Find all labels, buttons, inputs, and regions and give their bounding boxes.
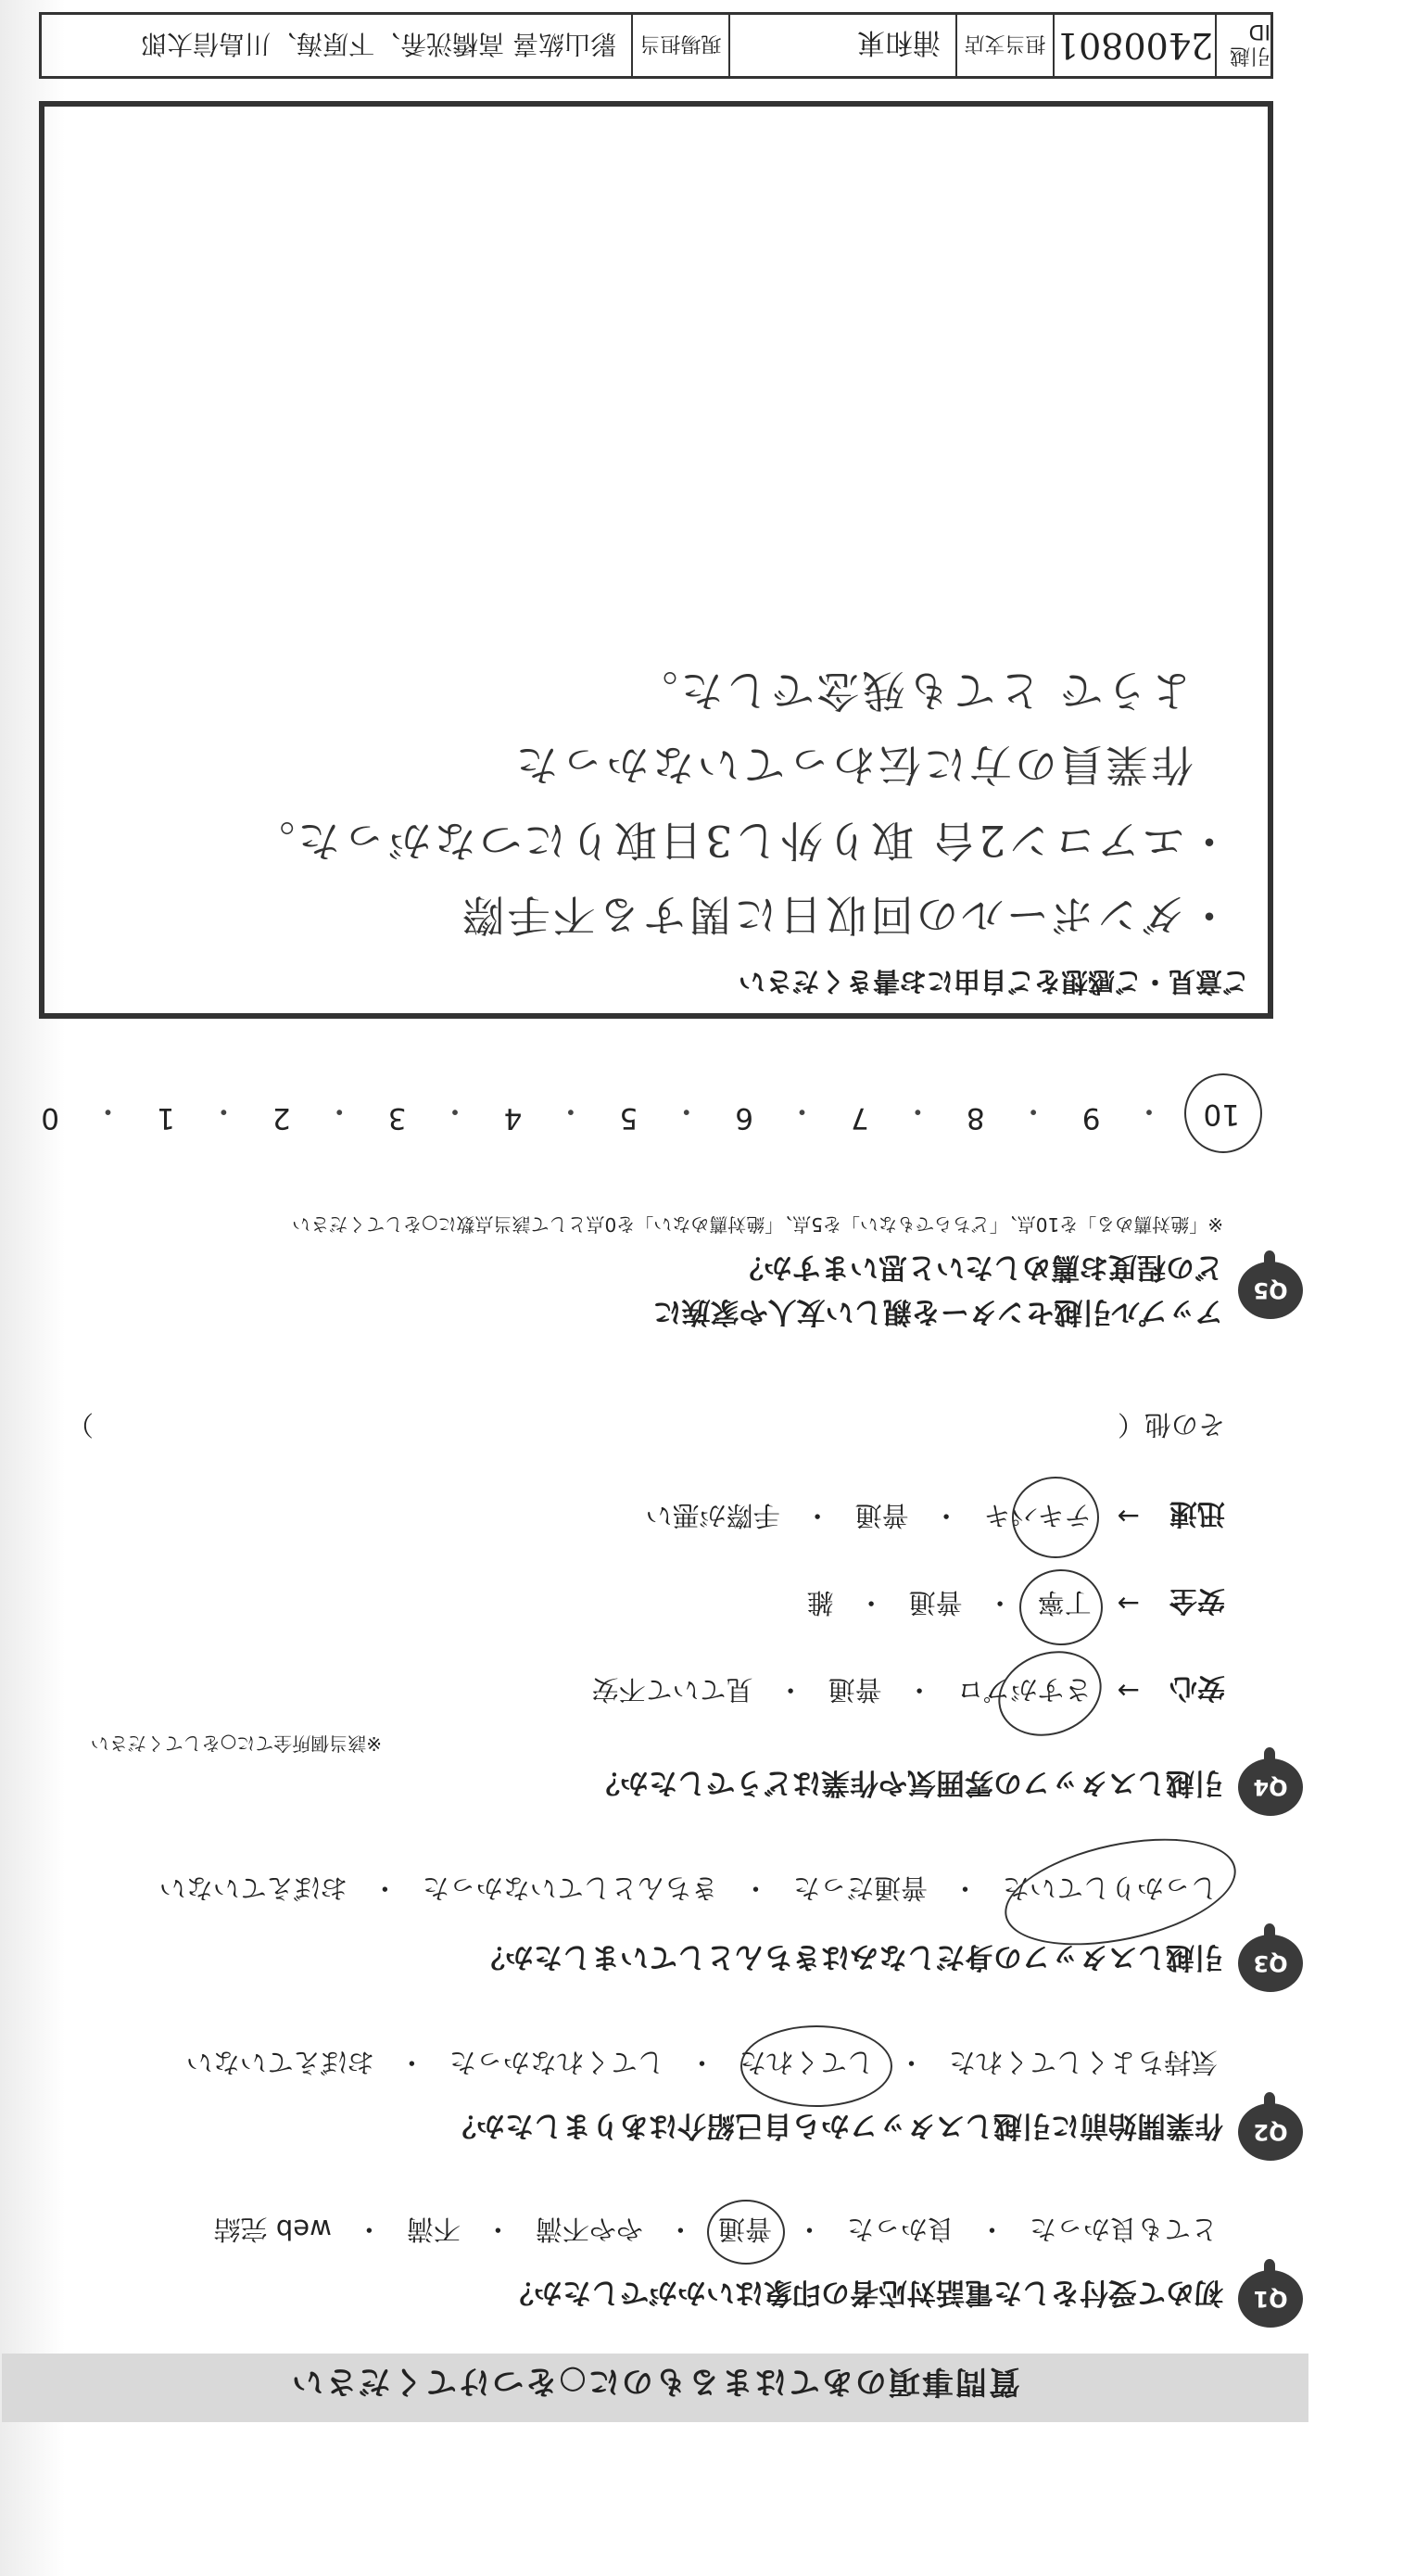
q2-option-selected[interactable]: してくれた [734,2041,879,2087]
question-q3 [11,1844,1308,1992]
q1-option[interactable]: web 完結 [213,2214,332,2245]
q4-badge: Q4 [1238,1758,1303,1816]
q4-option[interactable]: 雑 [806,1587,834,1618]
q4-option-selected[interactable]: さすがプロ [952,1669,1097,1714]
q1-option[interactable]: 良かった [846,2214,954,2245]
other-close: ） [67,1409,95,1440]
q4-option[interactable]: 見ていて不安 [591,1674,753,1706]
selection-circle [707,2200,785,2265]
comment-line: ・エアコン2台 取り外し3日取りにつながった。 [249,816,1231,866]
q3-option[interactable]: おぼえていない [158,1872,348,1904]
q3-options: しっかりしていた ・ 普通だった ・ きちんとしていなかった ・ おぼえていない [154,1867,1223,1912]
q4-other [67,1407,1225,1445]
row-label: 安全 [1169,1584,1225,1618]
comment-box[interactable] [39,101,1273,1019]
branch-label: 担当支店 [955,15,1053,76]
q2-option[interactable]: おぼえていない [185,2047,374,2078]
q4-row-jinsoku: 迅速 → テキパキ ・ 普通 ・ 手際が悪い [640,1494,1225,1540]
q3-badge: Q3 [1238,1935,1303,1992]
q5-question-line2: どの程度お薦めしたいと思いますか？ [735,1250,1223,1284]
id-value: 2400801 [1053,15,1215,76]
scale-option[interactable]: 2 [272,1101,291,1135]
q4-option-selected[interactable]: 丁寧 [1032,1581,1097,1627]
q5-note: ※「絶対薦める」を10点、「どちらでもない」を5点、「絶対薦めない」を0点として該当点数に○をしてください [292,1213,1223,1236]
staff-label: 現場担当 [631,15,728,76]
selection-circle [1019,1569,1103,1645]
scale-option[interactable]: 0 [41,1101,59,1135]
selection-circle [1012,1477,1099,1558]
selection-circle [1184,1073,1262,1153]
comment-line: 作業員の方に伝わっていなかった [512,740,1194,790]
q4-row-anshin: 安心 → さすがプロ ・ 普通 ・ 見ていて不安 [587,1669,1225,1714]
comment-line: ・ダンボールの回収日に関する不手際 [459,890,1231,940]
q3-option-selected[interactable]: しっかりしていた [997,1867,1223,1912]
q1-option[interactable]: 不満 [406,2214,461,2245]
q2-option[interactable]: してくれなかった [449,2047,664,2078]
q1-option[interactable]: やや不満 [535,2214,643,2245]
scale-option[interactable]: 6 [735,1101,753,1135]
q4-option[interactable]: 普通 [908,1587,963,1618]
q3-option[interactable]: きちんとしていなかった [422,1872,718,1904]
q5-badge: Q5 [1238,1262,1303,1319]
selection-circle [986,1637,1113,1750]
scale-option[interactable]: 7 [851,1101,869,1135]
q5-scale: 10 ・ 9 ・ 8 ・ 7 ・ 6 ・ 5 ・ 4 ・ 3 ・ 2 ・ 1 ・ 0 [22,1093,1245,1135]
q3-question: 引越しスタッフの身だしなみはきちんとしていましたか？ [476,1940,1223,1973]
q3-option[interactable]: 普通だった [792,1872,928,1904]
question-q2 [11,2012,1308,2161]
staff-value: 影山紘喜 高橋洸希、下原海、川島信太郎 [141,29,616,59]
scale-option[interactable]: 8 [966,1101,985,1135]
q1-question: 初めて受付をした電話対応者の印象はいかがでしたか？ [505,2276,1223,2309]
q4-question: 引越しスタッフの雰囲気や作業はどうでしたか？ [591,1766,1223,1799]
comment-label: ご意見・ご感想をご自由にお書きください [738,966,1249,997]
question-q1 [11,2179,1308,2328]
q2-badge: Q2 [1238,2103,1303,2161]
q2-options: 気持ちよくしてくれた ・ してくれた ・ してくれなかった ・ おぼえていない [181,2041,1223,2087]
q1-option-selected[interactable]: 普通 [713,2208,777,2253]
question-q4 [11,1380,1308,1816]
q4-option[interactable]: 普通 [854,1500,909,1531]
row-label: 迅速 [1169,1497,1225,1530]
scale-option-selected[interactable]: 10 [1198,1093,1245,1135]
q1-option[interactable]: とても良かった [1029,2214,1218,2245]
q4-option[interactable]: 手際が悪い [645,1500,780,1531]
scale-option[interactable]: 5 [619,1101,638,1135]
q4-option-selected[interactable]: テキパキ [979,1494,1097,1540]
instruction-text: 質問事項のあてはまるものに○をつけてください [290,2363,1020,2400]
scale-option[interactable]: 3 [387,1101,407,1135]
q1-badge: Q1 [1238,2270,1303,2328]
other-label: その他（ [1117,1409,1225,1440]
scale-option[interactable]: 9 [1081,1101,1101,1135]
comment-line: ようで とても残念でした。 [632,666,1194,716]
q2-question: 作業開始前に引越しスタッフから自己紹介はありましたか？ [448,2109,1223,2142]
question-q5 [11,1158,1308,1343]
info-table [39,12,1273,79]
q2-option[interactable]: 気持ちよくしてくれた [948,2047,1218,2078]
q4-row-anzen: 安全 → 丁寧 ・ 普通 ・ 雑 [802,1581,1225,1627]
q4-option[interactable]: 普通 [828,1674,882,1706]
instruction-band [2,2354,1308,2422]
id-label: 引越ID [1215,15,1270,76]
branch-value: 浦和東 [728,15,955,76]
q1-options: とても良かった ・ 良かった ・ 普通 ・ やや不満 ・ 不満 ・ web 完結 [209,2208,1223,2253]
scale-option[interactable]: 4 [503,1101,523,1135]
q4-note: ※該当個所全てに○をしてください [90,1732,382,1755]
scale-option[interactable]: 1 [157,1101,175,1135]
selection-circle [740,2025,892,2107]
q5-question-line1: アップル引越センターを親しい友人や家族に [652,1295,1223,1328]
row-label: 安心 [1169,1671,1225,1705]
